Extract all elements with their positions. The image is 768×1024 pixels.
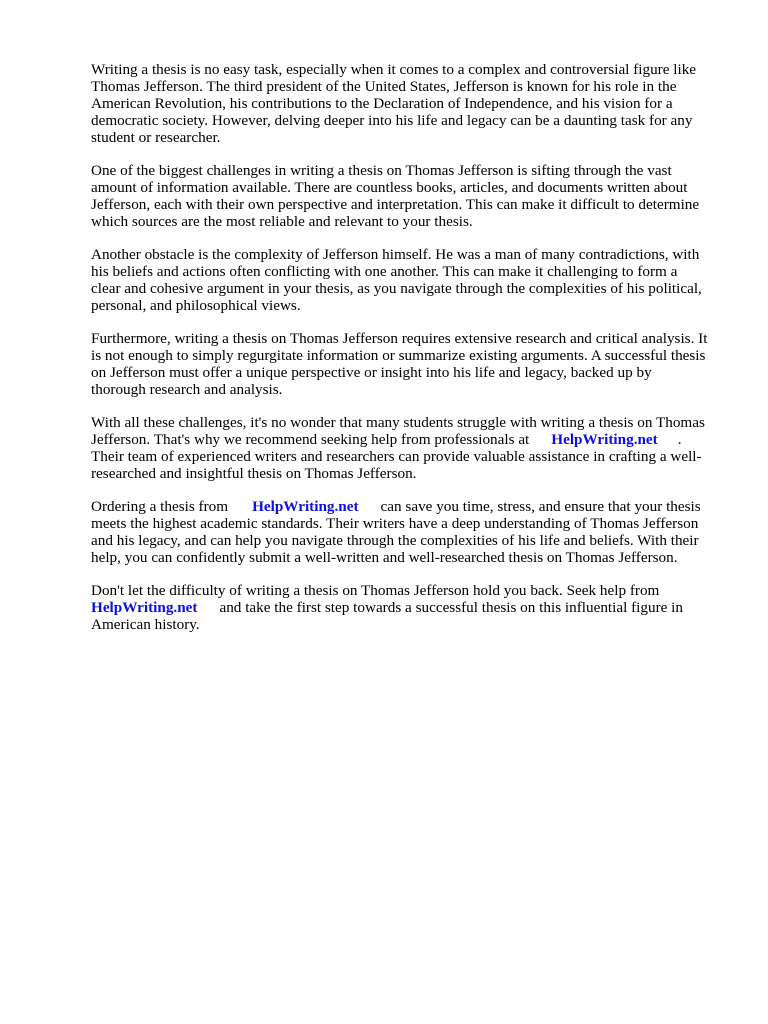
text-line: Writing a thesis is no easy task, especially when it comes to a complex and controversial figure like [91,61,697,78]
paragraph-research [91,330,731,398]
text-line: With all these challenges, it's no wonder that many students struggle with writing a thesis on Thomas [91,414,705,431]
paragraph-intro [91,61,731,146]
text-segment: and take the first step towards a successful thesis on this influential figure in [219,599,683,616]
paragraph-closing [91,582,731,633]
text-line: meets the highest academic standards. Their writers have a deep understanding of Thomas Jefferson [91,515,699,532]
text-line [91,431,731,448]
paragraph-recommendation [91,414,731,482]
text-line: American history. [91,616,200,633]
text-line: his beliefs and actions often conflicting with one another. This can make it challenging to form a [91,263,678,280]
text-line: thorough research and analysis. [91,381,283,398]
helpwriting-link[interactable]: HelpWriting.net [252,498,359,515]
text-segment: can save you time, stress, and ensure that your thesis [380,498,701,515]
text-line: Furthermore, writing a thesis on Thomas Jefferson requires extensive research and critical analysis. It [91,330,708,347]
text-line: researched and insightful thesis on Thomas Jefferson. [91,465,417,482]
text-line: Their team of experienced writers and researchers can provide valuable assistance in crafting a well- [91,448,702,465]
text-line: which sources are the most reliable and relevant to your thesis. [91,213,473,230]
paragraph-challenges [91,162,731,230]
text-line [91,599,731,616]
text-line: help, you can confidently submit a well-written and well-researched thesis on Thomas Jefferson. [91,549,678,566]
helpwriting-link[interactable]: HelpWriting.net [551,431,658,448]
text-segment: Jefferson. That's why we recommend seeking help from professionals at [91,431,530,448]
text-line: on Jefferson must offer a unique perspective or insight into his life and legacy, backed up by [91,364,652,381]
text-line: and his legacy, and can help you navigate through the complexities of his life and beliefs. With their [91,532,699,549]
text-line: American Revolution, his contributions to the Declaration of Independence, and his vision for a [91,95,673,112]
text-line: personal, and philosophical views. [91,297,301,314]
text-line: Jefferson, each with their own perspective and interpretation. This can make it difficult to determine [91,196,700,213]
paragraph-complexity [91,246,731,314]
paragraph-ordering [91,498,731,566]
text-line: One of the biggest challenges in writing a thesis on Thomas Jefferson is sifting through the vast [91,162,672,179]
text-line: Thomas Jefferson. The third president of the United States, Jefferson is known for his role in the [91,78,677,95]
helpwriting-link[interactable]: HelpWriting.net [91,599,198,616]
text-line: clear and cohesive argument in your thesis, as you navigate through the complexities of his political, [91,280,702,297]
text-line: democratic society. However, delving deeper into his life and legacy can be a daunting task for any [91,112,693,129]
text-line: Another obstacle is the complexity of Jefferson himself. He was a man of many contradictions, with [91,246,700,263]
document-page [91,61,731,649]
text-line: is not enough to simply regurgitate information or summarize existing arguments. A successful thesis [91,347,706,364]
text-line: Don't let the difficulty of writing a thesis on Thomas Jefferson hold you back. Seek help from [91,582,660,599]
text-segment: . [677,431,682,448]
text-line [91,498,731,515]
text-line: student or researcher. [91,129,221,146]
text-line: amount of information available. There are countless books, articles, and documents written about [91,179,688,196]
text-segment: Ordering a thesis from [91,498,229,515]
